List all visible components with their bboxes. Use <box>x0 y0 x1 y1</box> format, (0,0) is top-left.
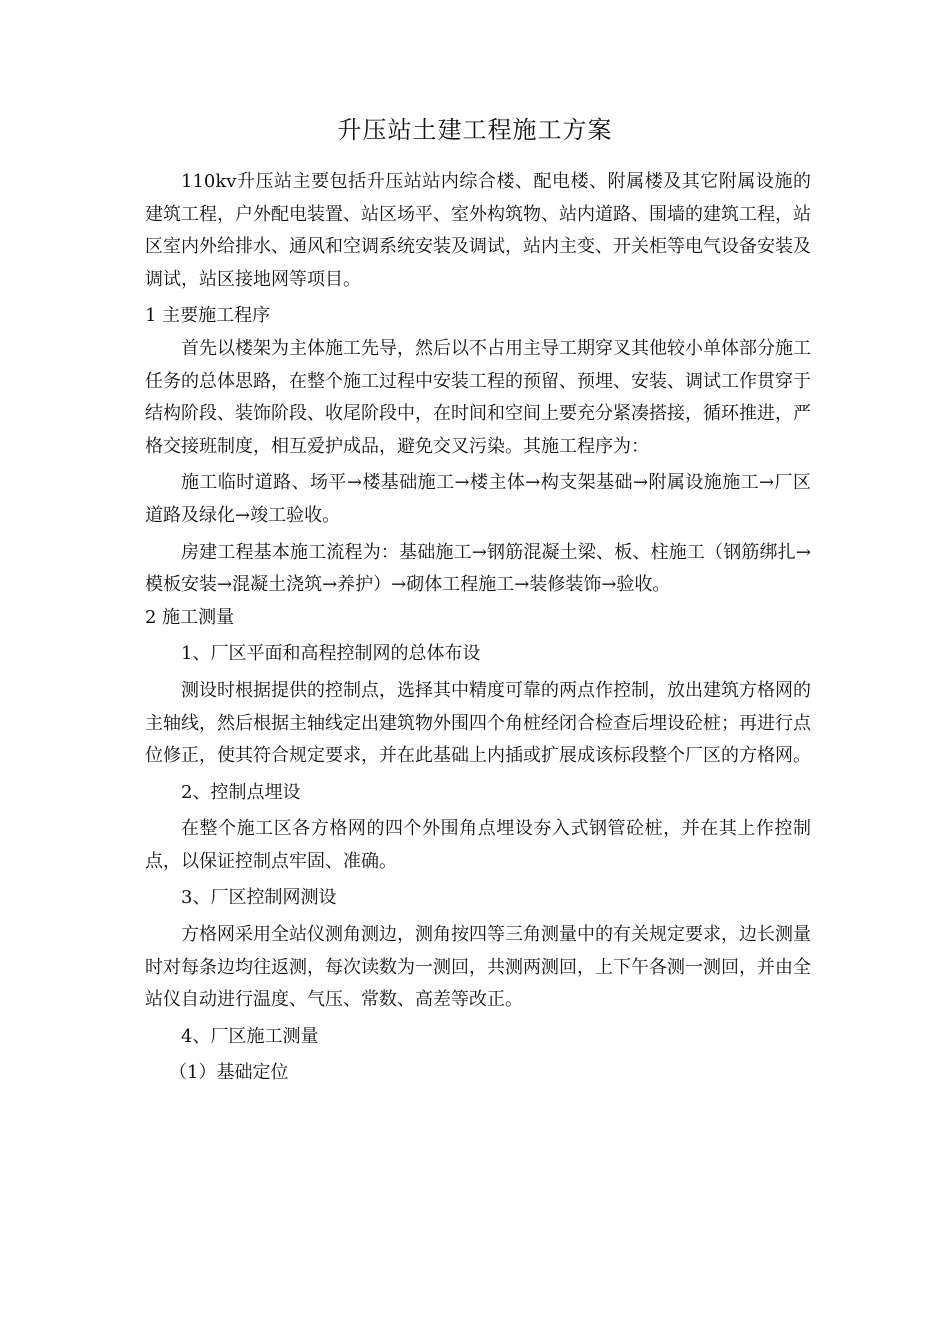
subheading-control-points: 2、控制点埋设 <box>181 781 301 803</box>
paragraph-building-flow: 房建工程基本施工流程为：基础施工→钢筋混凝土梁、板、柱施工（钢筋绑扎→模板安装→混凝土浇筑→养护）→砌体工程施工→装修装饰→验收。 <box>145 541 811 596</box>
paragraph-intro: 110kv升压站主要包括升压站站内综合楼、配电楼、附属楼及其它附属设施的建筑工程，户外配电装置、站区场平、室外构筑物、站内道路、围墙的建筑工程，站区室内外给排水、通风和空调系统安装及调试，站内主变、开关柜等电气设备安装及调试，站区接地网等项目。 <box>145 171 811 290</box>
subheading-control-network: 1、厂区平面和高程控制网的总体布设 <box>181 643 481 665</box>
document-body <box>145 166 811 1090</box>
section-heading-2: 2 施工测量 <box>145 606 235 628</box>
paragraph-procedure-sequence: 施工临时道路、场平→楼基础施工→楼主体→构支架基础→附属设施施工→厂区道路及绿化→竣工验收。 <box>145 472 811 526</box>
subheading-foundation-positioning: （1）基础定位 <box>169 1062 289 1084</box>
document-title: 升压站土建工程施工方案 <box>337 116 613 144</box>
section-heading-1: 1 主要施工程序 <box>145 305 271 327</box>
paragraph-control-points: 在整个施工区各方格网的四个外围角点埋设夯入式钢管砼桩，并在其上作控制点，以保证控制点牢固、准确。 <box>145 818 811 872</box>
paragraph-procedure-overview: 首先以楼架为主体施工先导，然后以不占用主导工期穿叉其他较小单体部分施工任务的总体思路，在整个施工过程中安装工程的预留、预埋、安装、调试工作贯穿于结构阶段、装饰阶段、收尾阶段中，在时间和空间上要充分紧凑搭接，循环推进，严格交接班制度，相互爱护成品，避免交叉污染。其施工程序为： <box>145 337 811 457</box>
paragraph-network-survey: 方格网采用全站仪测角测边，测角按四等三角测量中的有关规定要求，边长测量时对每条边均往返测，每次读数为一测回，共测两测回，上下午各测一测回，并由全站仪自动进行温度、气压、常数、高差等改正。 <box>145 924 811 1011</box>
subheading-construction-survey: 4、厂区施工测量 <box>181 1025 319 1047</box>
paragraph-control-network: 测设时根据提供的控制点，选择其中精度可靠的两点作控制，放出建筑方格网的主轴线，然后根据主轴线定出建筑物外围四个角桩经闭合检查后埋设砼桩；再进行点位修正，使其符合规定要求，并在此基础上内插或扩展成该标段整个厂区的方格网。 <box>145 679 811 767</box>
subheading-network-survey: 3、厂区控制网测设 <box>181 887 337 909</box>
